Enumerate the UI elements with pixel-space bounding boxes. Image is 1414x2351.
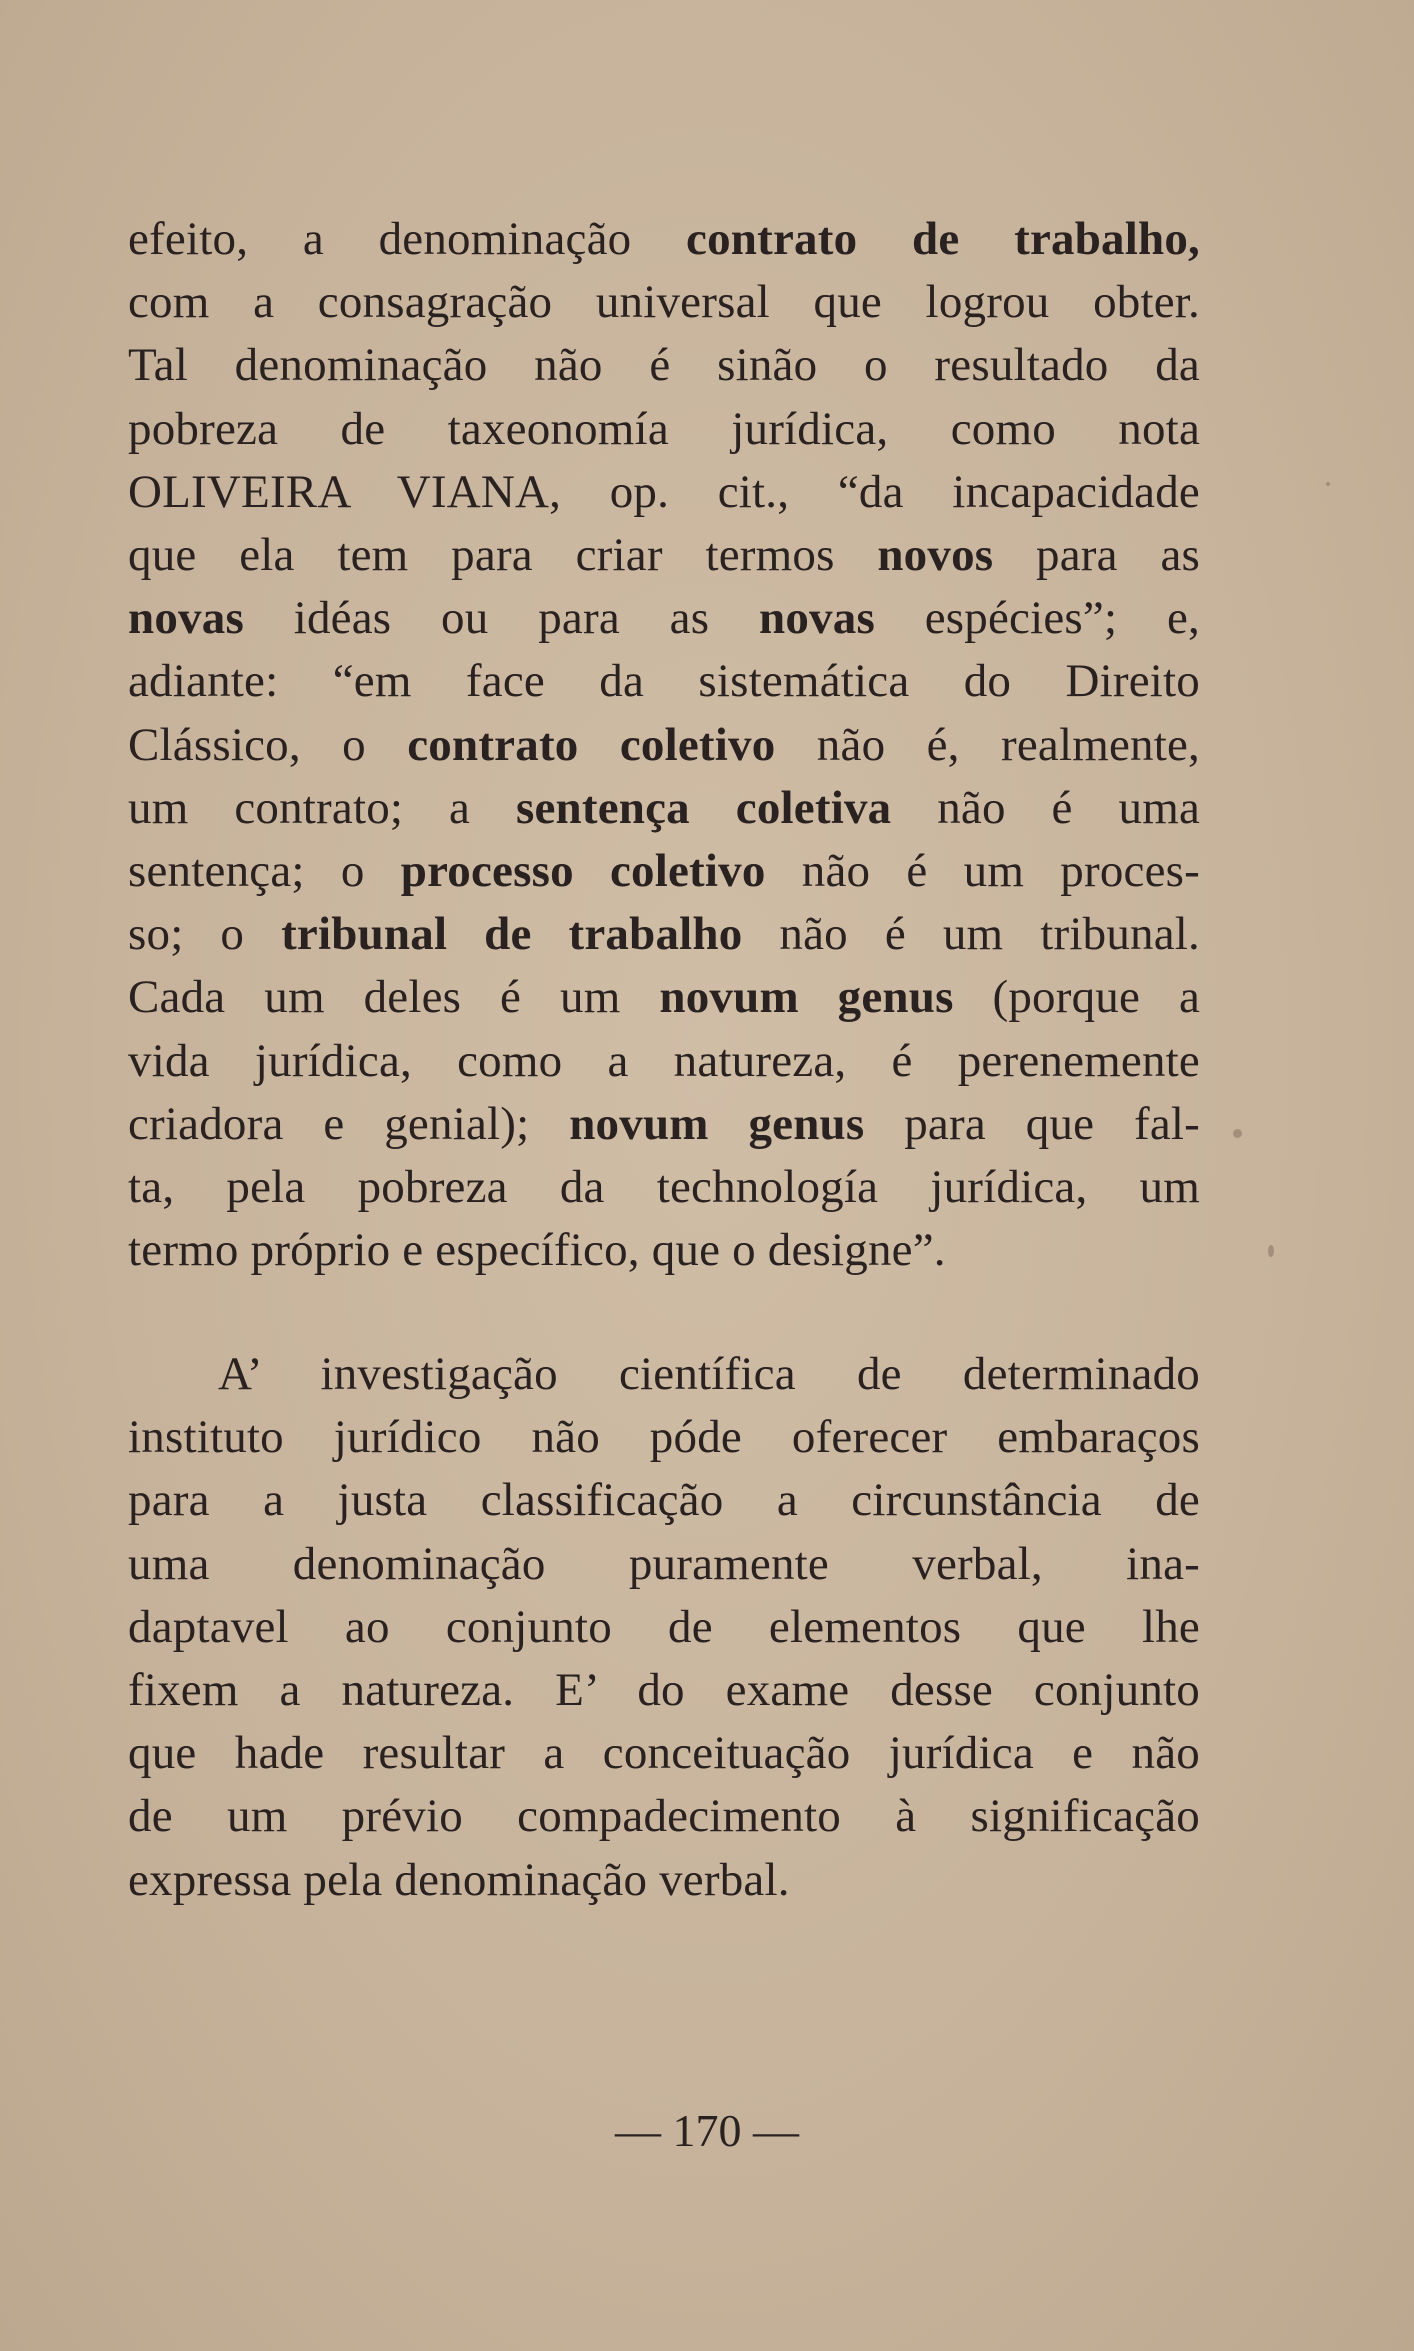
text-line xyxy=(128,1785,1200,1848)
text-line xyxy=(128,1156,1200,1219)
paper-speck xyxy=(1268,1245,1274,1257)
paragraph-2 xyxy=(128,1343,1200,1912)
text-line xyxy=(128,1093,1200,1156)
text-line xyxy=(128,334,1200,397)
text-line xyxy=(128,777,1200,840)
text-run: vida jurídica, como a natureza, é perenemente xyxy=(128,1034,1200,1087)
text-run: para que fal- xyxy=(864,1097,1200,1150)
text-run: Clássico, o xyxy=(128,718,408,771)
text-line xyxy=(128,903,1200,966)
text-line xyxy=(128,524,1200,587)
text-line xyxy=(128,966,1200,1029)
text-run: adiante: “em face da sistemática do Direito xyxy=(128,655,1200,708)
emphasis-term: sentença coletiva xyxy=(515,781,892,834)
text-run: uma denominação puramente verbal, ina- xyxy=(128,1537,1200,1590)
emphasis-term: novas xyxy=(759,592,875,645)
page-number: — 170 — xyxy=(615,2105,799,2156)
text-run: efeito, a denominação xyxy=(128,213,687,265)
emphasis-term: processo coletivo xyxy=(400,845,766,898)
text-line xyxy=(128,1219,1200,1282)
text-line xyxy=(128,840,1200,903)
text-run: so; o xyxy=(128,908,282,961)
text-run: com a consagração universal que logrou obter. xyxy=(128,276,1200,329)
emphasis-term: contrato coletivo xyxy=(407,718,776,771)
text-run: (porque a xyxy=(953,971,1201,1024)
text-run: não é uma xyxy=(891,781,1201,834)
text-run: não é um tribunal. xyxy=(742,908,1200,961)
text-line xyxy=(128,587,1200,650)
text-run: para a justa classificação a circunstância de xyxy=(128,1474,1200,1527)
text-line xyxy=(128,1659,1200,1722)
text-run: fixem a natureza. E’ do exame desse conjunto xyxy=(128,1664,1200,1717)
text-run: ta, pela pobreza da technología jurídica, um xyxy=(128,1161,1200,1214)
text-run: não é, realmente, xyxy=(775,718,1201,771)
paper-speck xyxy=(1326,482,1330,486)
text-line xyxy=(128,1343,1200,1406)
text-line xyxy=(128,271,1200,334)
text-run: que ela tem para criar termos xyxy=(128,529,878,582)
text-run: Cada um deles é um xyxy=(128,971,660,1024)
text-line xyxy=(128,1533,1200,1596)
text-run: espécies”; e, xyxy=(874,592,1200,645)
text-run: A’ investigação científica de determinado xyxy=(218,1348,1200,1400)
text-line xyxy=(128,1469,1200,1532)
emphasis-term: tribunal de trabalho xyxy=(281,908,743,961)
emphasis-term: novas xyxy=(128,592,244,645)
text-line xyxy=(128,714,1200,777)
text-line xyxy=(128,461,1200,524)
paper-speck xyxy=(1233,1129,1242,1138)
text-run: expressa pela denominação verbal. xyxy=(128,1853,790,1906)
text-run: daptavel ao conjunto de elementos que lhe xyxy=(128,1600,1200,1653)
text-run: instituto jurídico não póde oferecer embaraços xyxy=(128,1411,1200,1464)
text-line xyxy=(128,1406,1200,1469)
text-run: um contrato; a xyxy=(128,781,516,834)
text-run: não é um proces- xyxy=(765,845,1200,898)
text-run: idéas ou para as xyxy=(243,592,759,645)
text-line xyxy=(128,650,1200,713)
text-run: criadora e genial); xyxy=(128,1097,570,1150)
text-line xyxy=(128,1722,1200,1785)
emphasis-term: contrato de trabalho, xyxy=(686,213,1200,265)
emphasis-term: novum genus xyxy=(659,971,954,1024)
text-line xyxy=(128,1596,1200,1659)
text-run: para as xyxy=(993,529,1200,582)
text-run: Tal denominação não é sinão o resultado da xyxy=(128,339,1200,392)
emphasis-term: novos xyxy=(877,529,994,582)
emphasis-term: novum genus xyxy=(569,1097,865,1150)
text-run: pobreza de taxeonomía jurídica, como nota xyxy=(128,402,1200,455)
text-run: OLIVEIRA VIANA, op. cit., “da incapacidade xyxy=(128,465,1200,518)
paragraph-1 xyxy=(128,208,1200,1282)
text-line xyxy=(128,208,1200,271)
text-run: termo próprio e específico, que o designe”. xyxy=(128,1224,946,1277)
text-line xyxy=(128,1849,1200,1912)
text-line xyxy=(128,1030,1200,1093)
text-run: que hade resultar a conceituação jurídica e não xyxy=(128,1727,1200,1780)
text-line xyxy=(128,398,1200,461)
text-run: de um prévio compadecimento à significação xyxy=(128,1790,1200,1843)
text-run: sentença; o xyxy=(128,845,401,898)
